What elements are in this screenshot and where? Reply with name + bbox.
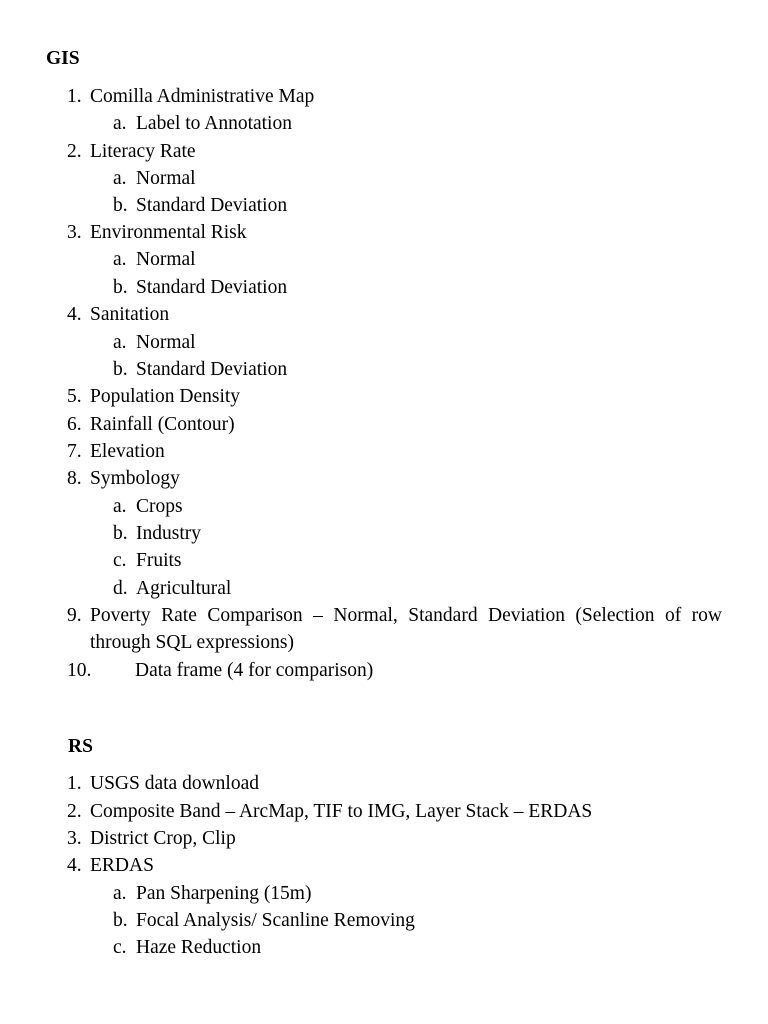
list-item-text: Environmental Risk — [90, 222, 247, 243]
list-number: 2. — [67, 801, 82, 822]
list-letter: a. — [113, 332, 127, 353]
list-number: 1. — [67, 86, 82, 107]
list-number: 4. — [67, 855, 82, 876]
list-letter: a. — [113, 883, 127, 904]
list-letter: c. — [113, 937, 127, 958]
sub-list-item-text: Standard Deviation — [136, 359, 288, 380]
list-letter: b. — [113, 523, 128, 544]
list-number: 10. — [67, 660, 92, 681]
list-item-text: Population Density — [90, 386, 241, 407]
list-number: 5. — [67, 386, 82, 407]
list-letter: a. — [113, 168, 127, 189]
list-item-text: District Crop, Clip — [90, 828, 236, 849]
list-number: 7. — [67, 441, 82, 462]
sub-list-item-text: Pan Sharpening (15m) — [136, 883, 312, 904]
sub-list-item-text: Crops — [136, 496, 183, 517]
list-item-text: Data frame (4 for comparison) — [135, 660, 374, 681]
sub-list-item-text: Agricultural — [136, 578, 232, 599]
list-letter: a. — [113, 249, 127, 270]
sub-list-item-text: Focal Analysis/ Scanline Removing — [136, 910, 415, 931]
list-number: 3. — [67, 222, 82, 243]
section-heading-gis: GIS — [46, 48, 80, 69]
sub-list-item-text: Haze Reduction — [136, 937, 262, 958]
list-number: 2. — [67, 141, 82, 162]
list-number: 8. — [67, 468, 82, 489]
sub-list-item-text: Standard Deviation — [136, 195, 288, 216]
list-number: 4. — [67, 304, 82, 325]
sub-list-item-text: Industry — [136, 523, 201, 544]
list-item-text: USGS data download — [90, 773, 259, 794]
list-letter: b. — [113, 359, 128, 380]
list-number: 6. — [67, 414, 82, 435]
list-number: 9. — [67, 605, 82, 626]
list-item-text: Symbology — [90, 468, 180, 489]
sub-list-item-text: Normal — [136, 168, 196, 189]
list-letter: b. — [113, 195, 128, 216]
list-item-text-wrapped: Poverty Rate Comparison – Normal, Standard Deviation (Selection of row through SQL expressions) — [90, 605, 722, 654]
list-item-text: Comilla Administrative Map — [90, 86, 315, 107]
sub-list-item-text: Normal — [136, 249, 196, 270]
sub-list-item-text: Normal — [136, 332, 196, 353]
list-letter: a. — [113, 113, 127, 134]
list-item-text: Rainfall (Contour) — [90, 414, 235, 435]
list-letter: b. — [113, 277, 128, 298]
list-letter: b. — [113, 910, 128, 931]
list-item-text: Sanitation — [90, 304, 170, 325]
section-heading-rs: RS — [68, 736, 93, 757]
list-letter: a. — [113, 496, 127, 517]
list-letter: c. — [113, 550, 127, 571]
list-item-text: Literacy Rate — [90, 141, 196, 162]
list-item-text: ERDAS — [90, 855, 154, 876]
list-number: 1. — [67, 773, 82, 794]
sub-list-item-text: Fruits — [136, 550, 182, 571]
list-letter: d. — [113, 578, 128, 599]
list-number: 3. — [67, 828, 82, 849]
sub-list-item-text: Label to Annotation — [136, 113, 292, 134]
list-item-text: Composite Band – ArcMap, TIF to IMG, Layer Stack – ERDAS — [90, 801, 593, 822]
sub-list-item-text: Standard Deviation — [136, 277, 288, 298]
list-item-text: Elevation — [90, 441, 165, 462]
